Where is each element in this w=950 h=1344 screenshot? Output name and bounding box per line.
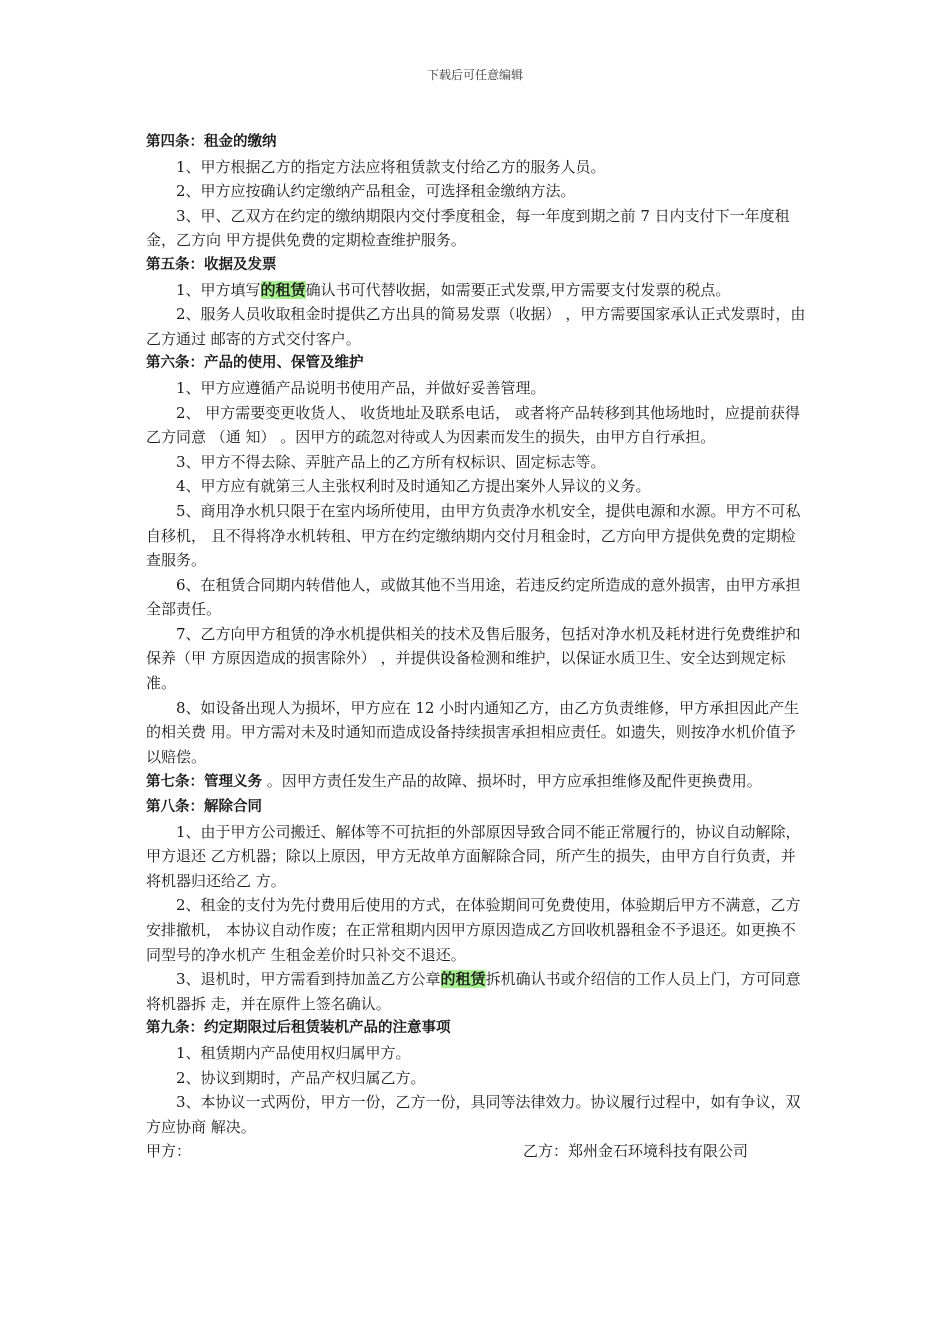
contract-body	[146, 130, 810, 1164]
section-6-clause-1: 1、甲方应遵循产品说明书使用产品，并做好妥善管理。	[176, 378, 546, 397]
section-4-clause-2: 2、甲方应按确认约定缴纳产品租金，可选择租金缴纳方法。	[176, 182, 576, 201]
section-6-clause-4: 4、甲方应有就第三人主张权利时及时通知乙方提出案外人异议的义务。	[176, 477, 651, 496]
signature-row	[146, 1139, 810, 1164]
clause-text-before: 1、甲方填写	[176, 280, 261, 299]
section-5-clause-1	[146, 278, 810, 303]
section-4-title: 第四条：租金的缴纳	[146, 134, 277, 150]
section-9-clause-1: 1、租赁期内产品使用权归属甲方。	[176, 1043, 411, 1062]
section-4-clause-1: 1、甲方根据乙方的指定方法应将租赁款支付给乙方的服务人员。	[176, 157, 606, 176]
page-header: 下载后可任意编辑	[426, 68, 523, 82]
clause-text-before: 3、退机时，甲方需看到持加盖乙方公章	[176, 970, 441, 989]
section-6-clause-7: 7、乙方向甲方租赁的净水机提供相关的技术及售后服务，包括对净水机及耗材进行免费维护和保养（甲 方原因造成的损害除外） ，并提供设备检测和维护，以保证水质卫生、安全达到规定标准。	[146, 624, 801, 693]
section-6-clause-2: 2、 甲方需要变更收货人、 收货地址及联系电话， 或者将产品转移到其他场地时，应提前获得乙方同意 （通 知） 。因甲方的疏忽对待或人为因素而发生的损失，由甲方自行承担。	[146, 403, 800, 447]
section-6-clause-5: 5、商用净水机只限于在室内场所使用，由甲方负责净水机安全，提供电源和水源。甲方不可私自移机， 且不得将净水机转租、甲方在约定缴纳期内交付月租金时，乙方向甲方提供免费的定期检查服务。	[146, 501, 801, 570]
section-5-title: 第五条：收据及发票	[146, 256, 277, 273]
section-8-clause-2: 2、租金的支付为先付费用后使用的方式，在体验期间可免费使用，体验期后甲方不满意，乙方安排撤机， 本协议自动作废；在正常租期内因甲方原因造成乙方回收机器租金不予退还。如更换不同型号的净水机产 生租金差价时只补交不退还。	[146, 896, 801, 964]
section-8-clause-1: 1、由于甲方公司搬迁、解体等不可抗拒的外部原因导致合同不能正常履行的，协议自动解除，甲方退还 乙方机器；除以上原因，甲方无故单方面解除合同，所产生的损失，由甲方自行负责，并将机器归还给乙 方。	[146, 822, 801, 890]
section-4-clause-3: 3、甲、乙双方在约定的缴纳期限内交付季度租金，每一年度到期之前 7 日内支付下一年度租金，乙方向 甲方提供免费的定期检查维护服务。	[146, 206, 790, 250]
section-7	[146, 769, 810, 795]
section-5-clause-2: 2、服务人员收取租金时提供乙方出具的简易发票（收据） ，甲方需要国家承认正式发票时，由乙方通过 邮寄的方式交付客户。	[146, 305, 806, 348]
highlighted-term: 的租赁	[260, 280, 306, 299]
highlighted-term: 的租赁	[440, 970, 486, 989]
section-9-clause-3: 3、本协议一式两份，甲方一份，乙方一份，具同等法律效力。协议履行过程中，如有争议，双方应协商 解决。	[146, 1093, 801, 1136]
section-6-title: 第六条：产品的使用、保管及维护	[146, 355, 364, 372]
section-7-title: 第七条：管理义务	[146, 774, 262, 791]
clause-text-after: 拆机确认书或介绍信的工作人员上门，方可同意将机器拆 走，并在原件上签名确认。	[146, 970, 801, 1013]
party-b-signature: 乙方：郑州金石环境科技有限公司	[522, 1142, 748, 1161]
clause-text-after: 确认书可代替收据，如需要正式发票,甲方需要支付发票的税点。	[305, 280, 731, 299]
section-6-clause-8: 8、如设备出现人为损坏，甲方应在 12 小时内通知乙方，由乙方负责维修，甲方承担因此产生的相关费 用。甲方需对未及时通知而造成设备持续损害承担相应责任。如遗失，则按净水机价值予以赔偿。	[146, 698, 800, 766]
section-6-clause-6: 6、在租赁合同期内转借他人，或做其他不当用途，若违反约定所造成的意外损害，由甲方承担全部责任。	[146, 575, 801, 619]
section-8-clause-3	[146, 967, 810, 1016]
section-9-clause-2: 2、协议到期时，产品产权归属乙方。	[176, 1068, 426, 1087]
section-7-body: 。因甲方责任发生产品的故障、损坏时，甲方应承担维修及配件更换费用。	[262, 772, 762, 791]
section-8-title: 第八条：解除合同	[146, 799, 262, 816]
section-9-title: 第九条：约定期限过后租赁装机产品的注意事项	[146, 1020, 451, 1037]
party-a-signature: 甲方：	[146, 1142, 192, 1161]
section-6-clause-3: 3、甲方不得去除、弄脏产品上的乙方所有权标识、固定标志等。	[176, 452, 606, 471]
